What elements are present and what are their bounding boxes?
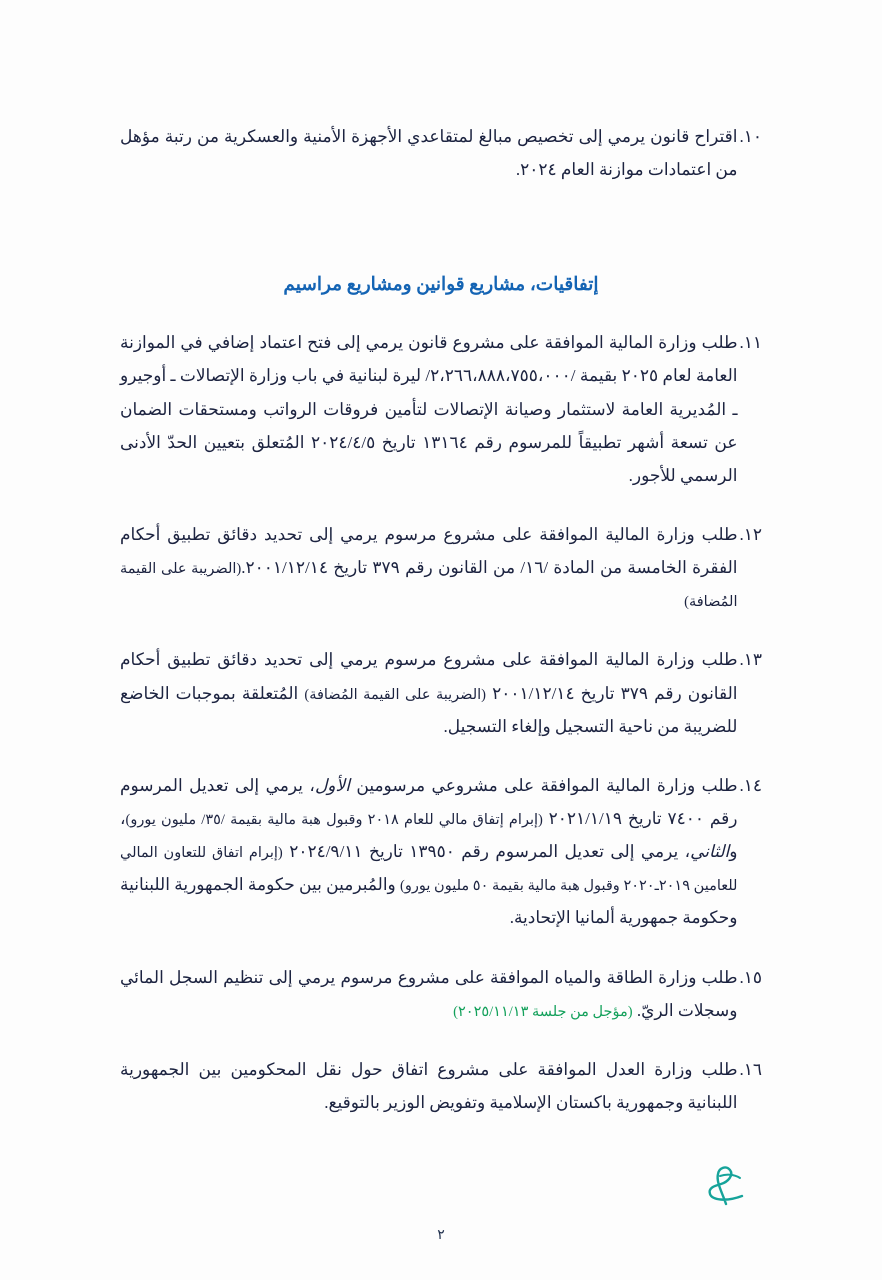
item-text-part5: والمُبرمين بين حكومة الجمهورية اللبنانية وحكومة جمهورية ألمانيا الإتحادية. [120, 875, 738, 928]
list-item [120, 326, 762, 492]
item-number: ١٢. [739, 524, 762, 544]
item-number: ١٠. [739, 127, 762, 146]
postponement-note: (مؤجل من جلسة ٢٠٢٥/١١/١٣) [453, 1003, 633, 1020]
item-text-continued: المُتعلقة بموجبات الخاضع للضريبة من ناحية التسجيل وإلغاء التسجيل. [120, 683, 738, 736]
section-heading: إتفاقيات، مشاريع قوانين ومشاريع مراسيم [283, 275, 599, 296]
item-text-group [120, 518, 737, 617]
list-item [120, 120, 762, 186]
item-number: ١٤. [739, 775, 762, 795]
document-content [120, 120, 762, 1145]
item-text: اقتراح قانون يرمي إلى تخصيص مبالغ لمتقاعدي الأجهزة الأمنية والعسكرية من رتبة مؤهل من اعتمادات موازنة العام ٢٠٢٤. [120, 127, 738, 180]
item-text-note-first: (إبرام إتفاق مالي للعام ٢٠١٨ وقبول هبة مالية بقيمة /٣٥/ مليون يورو) [125, 811, 543, 828]
page-number: ٢ [437, 1228, 445, 1243]
signature-mark [696, 1158, 786, 1218]
spacer [120, 212, 762, 230]
item-number: ١٦. [739, 1059, 762, 1079]
item-text: طلب وزارة العدل الموافقة على مشروع اتفاق حول نقل المحكومين بين الجمهورية اللبنانية وجمهورية باكستان الإسلامية وتفويض الوزير بالتوقيع. [120, 1059, 738, 1112]
item-text-part2: ، يرمي إلى تعديل المرسوم رقم ٧٤٠٠ تاريخ ٢٠٢١/١/١٩ [120, 775, 738, 828]
item-text: طلب وزارة المالية الموافقة على مشروع مرسوم يرمي إلى تحديد دقائق تطبيق أحكام القانون رقم ٣٧٩ تاريخ ٢٠٠١/١٢/١٤ [120, 650, 738, 703]
item-number: ١١. [739, 333, 762, 353]
item-text-note: (الضريبة على القيمة المُضافة) [120, 561, 738, 611]
item-text-note: (الضريبة على القيمة المُضافة) [304, 686, 486, 703]
item-text-emphasis-second: الثاني [690, 842, 730, 862]
list-item [120, 518, 762, 617]
item-number: ١٥. [739, 967, 762, 987]
item-text-part4: ، يرمي إلى تعديل المرسوم رقم ١٣٩٥٠ تاريخ ٢٠٢٤/٩/١١ [282, 842, 691, 862]
item-text-group [120, 643, 737, 742]
item-text-group [120, 769, 737, 935]
item-text: طلب وزارة المالية الموافقة على مشروعي مرسومين [349, 775, 738, 795]
item-text: طلب وزارة المالية الموافقة على مشروع مرسوم يرمي إلى تحديد دقائق تطبيق أحكام الفقرة الخامسة من المادة /١٦/ من القانون رقم ٣٧٩ تاريخ ٢٠٠١/١٢/١٤. [120, 524, 738, 578]
item-text: طلب وزارة الطاقة والمياه الموافقة على مشروع مرسوم يرمي إلى تنظيم السجل المائي وسجلات الريّ. [120, 967, 738, 1020]
list-item [120, 769, 762, 935]
item-text-group [120, 961, 737, 1027]
item-number: ١٣. [739, 650, 762, 670]
list-item [120, 643, 762, 742]
list-item [120, 961, 762, 1027]
item-text-emphasis-first: الأول [314, 775, 350, 795]
item-text-part3: ، و [120, 808, 738, 862]
item-text-note-second: (إبرام اتفاق للتعاون المالي للعامين ٢٠١٩ـ٢٠٢٠ وقبول هبة مالية بقيمة ٥٠ مليون يورو) [120, 845, 738, 895]
list-item [120, 1053, 762, 1119]
item-text: طلب وزارة المالية الموافقة على مشروع قانون يرمي إلى فتح اعتماد إضافي في الموازنة العامة لعام ٢٠٢٥ بقيمة /٢،٢٦٦،٨٨٨،٧٥٥،٠٠٠/ ليرة لبنانية في باب وزارة الإتصالات ـ أوجيرو ـ المُديرية العامة لاستثمار وصيانة الإتصالات لتأمين فروقات الرواتب ومستحقات الضمان عن تسعة أشهر تطبيقاً للمرسوم رقم ١٣١٦٤ تاريخ ٢٠٢٤/٤/٥ المُتعلق بتعيين الحدّ الأدنى الرسمي للأجور. [120, 333, 738, 485]
